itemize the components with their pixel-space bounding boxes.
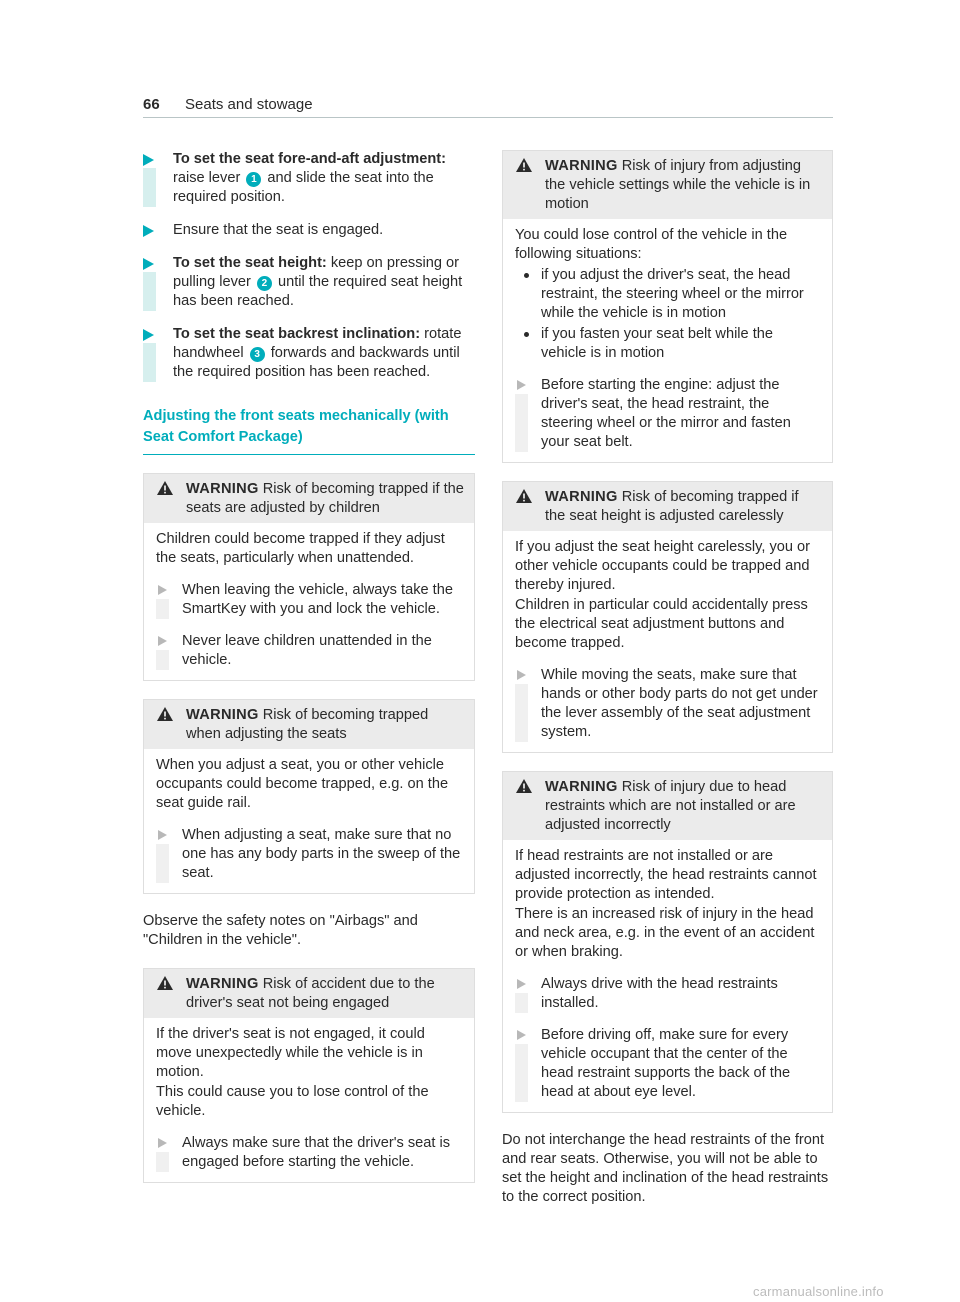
warning-triangle-icon — [156, 706, 174, 722]
warning-title: Risk of becoming trapped if the seats are adjusted by children — [186, 481, 464, 516]
step-bar — [143, 168, 156, 207]
warning-step-text: Before driving off, make sure for every vehicle occupant that the center of the head restraint supports the back of the head at about eye level. — [541, 1027, 791, 1100]
warning-header — [503, 482, 832, 531]
step-arrow-icon — [517, 979, 526, 989]
step-heading: To set the seat fore-and-aft adjustment: — [173, 151, 446, 167]
warning-label: WARNING — [186, 707, 259, 723]
header-rule — [143, 117, 833, 118]
warning-title: Risk of becoming trapped if the seat height is adjusted carelessly — [545, 489, 799, 524]
warning-label: WARNING — [545, 779, 618, 795]
step-arrow-icon — [517, 1030, 526, 1040]
step-arrow-icon — [143, 154, 154, 166]
warning-triangle-icon — [515, 778, 533, 794]
warning-step — [156, 581, 462, 619]
bullet-text: if you fasten your seat belt while the vehicle is in motion — [541, 326, 774, 361]
step-arrow-icon — [517, 670, 526, 680]
warning-body — [144, 749, 474, 893]
step-backrest — [143, 325, 475, 382]
warning-label: WARNING — [186, 481, 259, 497]
warning-step — [156, 632, 462, 670]
warning-box-trapped — [143, 699, 475, 894]
warning-title: Risk of injury from adjusting the vehicle settings while the vehicle is in motion — [545, 158, 811, 212]
step-arrow-icon — [517, 380, 526, 390]
step-bar — [156, 599, 169, 619]
warning-box-driver-seat — [143, 968, 475, 1183]
step-bar — [156, 1152, 169, 1172]
warning-title: Risk of accident due to the driver's seat not being engaged — [186, 976, 435, 1011]
page-header — [143, 95, 833, 117]
warning-text: If the driver's seat is not engaged, it could move unexpectedly while the vehicle is in motion. — [156, 1026, 425, 1080]
warning-triangle-icon — [156, 975, 174, 991]
warning-step-text: When leaving the vehicle, always take the SmartKey with you and lock the vehicle. — [182, 582, 453, 617]
step-text: and slide the seat into the required position. — [173, 170, 434, 205]
step-bar — [515, 1044, 528, 1102]
callout-3-icon: 3 — [250, 347, 265, 362]
callout-2-icon: 2 — [257, 276, 272, 291]
page-number: 66 — [143, 96, 160, 113]
warning-title: Risk of injury due to head restraints which are not installed or are adjusted incorrectly — [545, 779, 796, 833]
step-arrow-icon — [158, 636, 167, 646]
right-column — [502, 150, 833, 1225]
warning-triangle-icon — [515, 488, 533, 504]
bullet-text: if you adjust the driver's seat, the head restraint, the steering wheel or the mirror while the vehicle is in motion — [541, 267, 804, 321]
step-arrow-icon — [143, 329, 154, 341]
step-bar — [156, 844, 169, 883]
step-bar — [515, 394, 528, 452]
warning-body — [144, 1018, 474, 1182]
warning-header — [144, 700, 474, 749]
warning-body — [503, 219, 832, 462]
adjustment-steps — [143, 150, 475, 382]
closing-note: Do not interchange the head restraints of the front and rear seats. Otherwise, you will not be able to set the height and inclination of the head restraints to the correct position. — [502, 1132, 829, 1205]
warning-triangle-icon — [156, 480, 174, 496]
warning-step — [156, 1134, 462, 1172]
step-arrow-icon — [158, 830, 167, 840]
subheading-rule — [143, 454, 475, 455]
warning-step — [515, 975, 820, 1013]
warning-step-text: Never leave children unattended in the vehicle. — [182, 633, 432, 668]
step-text: raise lever — [173, 170, 245, 186]
warning-text: When you adjust a seat, you or other vehicle occupants could become trapped, e.g. on the seat guide rail. — [156, 757, 449, 811]
warning-label: WARNING — [186, 976, 259, 992]
step-text: until the required seat height has been reached. — [173, 274, 463, 309]
warning-box-children — [143, 473, 475, 681]
bullet-item — [515, 325, 820, 363]
warning-header — [144, 969, 474, 1018]
warning-label: WARNING — [545, 158, 618, 174]
warning-step-text: When adjusting a seat, make sure that no one has any body parts in the sweep of the seat. — [182, 827, 461, 881]
bullet-dot-icon — [524, 273, 529, 278]
step-fore-aft — [143, 150, 475, 207]
warning-text: If you adjust the seat height carelessly, you or other vehicle occupants could be trapped and thereby injured. — [515, 539, 811, 593]
step-seat-height — [143, 254, 475, 311]
warning-box-seat-height — [502, 481, 833, 753]
left-column — [143, 150, 475, 1201]
warning-text: If head restraints are not installed or are adjusted incorrectly, the head restraints cannot provide protection as intended. — [515, 848, 817, 902]
step-arrow-icon — [158, 585, 167, 595]
warning-text: This could cause you to lose control of the vehicle. — [156, 1084, 429, 1119]
step-bar — [156, 650, 169, 670]
step-bar — [143, 272, 156, 311]
watermark: carmanualsonline.info — [753, 1284, 884, 1299]
step-arrow-icon — [143, 258, 154, 270]
warning-text: You could lose control of the vehicle in the following situations: — [515, 227, 788, 262]
warning-header — [144, 474, 474, 523]
step-text: Ensure that the seat is engaged. — [173, 222, 384, 238]
callout-1-icon: 1 — [246, 172, 261, 187]
step-arrow-icon — [158, 1138, 167, 1148]
warning-box-head-restraints — [502, 771, 833, 1113]
warning-body — [503, 840, 832, 1112]
step-text: rotate handwheel — [173, 326, 462, 361]
warning-step-text: Always make sure that the driver's seat is engaged before starting the vehicle. — [182, 1135, 451, 1170]
step-bar — [515, 684, 528, 742]
bullet-item — [515, 266, 820, 323]
warning-body — [503, 531, 832, 752]
warning-step-text: Before starting the engine: adjust the driver's seat, the head restraint, the steering wheel or the mirror and fasten your seat belt. — [541, 377, 791, 450]
warning-step — [515, 1026, 820, 1102]
warning-step — [515, 666, 820, 742]
warning-text: Children in particular could accidentally press the electrical seat adjustment buttons and become trapped. — [515, 597, 808, 651]
warning-body — [144, 523, 474, 680]
warning-triangle-icon — [515, 157, 533, 173]
warning-label: WARNING — [545, 489, 618, 505]
warning-text: Children could become trapped if they adjust the seats, particularly when unattended. — [156, 531, 445, 566]
step-heading: To set the seat height: — [173, 255, 327, 271]
warning-step — [156, 826, 462, 883]
step-text: keep on pressing or pulling lever — [173, 255, 460, 290]
warning-header — [503, 151, 832, 219]
warning-text: There is an increased risk of injury in the head and neck area, e.g. in the event of an accident or when braking. — [515, 906, 815, 960]
step-text: forwards and backwards until the required position has been reached. — [173, 345, 460, 380]
warning-step-text: Always drive with the head restraints installed. — [541, 976, 778, 1011]
warning-header — [503, 772, 832, 840]
step-arrow-icon — [143, 225, 154, 237]
step-bar — [143, 343, 156, 382]
step-bar — [515, 993, 528, 1013]
section-title: Seats and stowage — [185, 96, 313, 113]
bullet-dot-icon — [524, 332, 529, 337]
warning-step — [515, 376, 820, 452]
step-ensure-engaged — [143, 221, 475, 240]
subheading: Adjusting the front seats mechanically (with Seat Comfort Package) — [143, 408, 449, 445]
warning-step-text: While moving the seats, make sure that hands or other body parts do not get under the lever assembly of the seat adjustment system. — [541, 667, 818, 740]
warning-box-motion — [502, 150, 833, 463]
observe-note: Observe the safety notes on "Airbags" and "Children in the vehicle". — [143, 913, 418, 948]
step-heading: To set the seat backrest inclination: — [173, 326, 421, 342]
warning-title: Risk of becoming trapped when adjusting the seats — [186, 707, 429, 742]
